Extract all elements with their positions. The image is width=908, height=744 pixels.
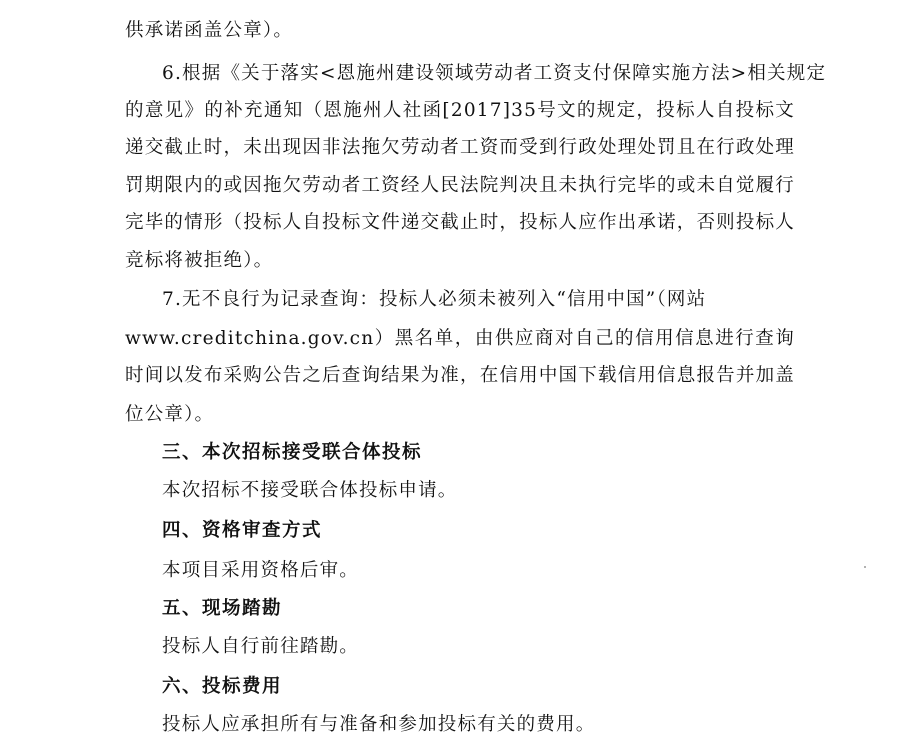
paragraph-line: 的意见》的补充通知（恩施州人社函[2017]35号文的规定，投标人自投标文 <box>125 100 795 121</box>
section-heading: 五、现场踏勘 <box>162 598 283 619</box>
paragraph-line: www.creditchina.gov.cn）黑名单，由供应商对自己的信用信息进行查询 <box>125 328 795 349</box>
paragraph-line: 位公章）。 <box>125 404 215 425</box>
paragraph-line: 时间以发布采购公告之后查询结果为准，在信用中国下载信用信息报告并加盖 <box>125 365 795 386</box>
section-body: 投标人应承担所有与准备和参加投标有关的费用。 <box>162 714 596 735</box>
paragraph-line: 竞标将被拒绝）。 <box>125 250 274 271</box>
section-heading: 六、投标费用 <box>162 676 283 697</box>
section-body: 本次招标不接受联合体投标申请。 <box>162 480 458 501</box>
section-body: 本项目采用资格后审。 <box>162 560 360 581</box>
paragraph-line: 罚期限内的或因拖欠劳动者工资经人民法院判决且未执行完毕的或未自觉履行 <box>125 175 795 196</box>
section-heading: 三、本次招标接受联合体投标 <box>162 442 423 463</box>
section-heading: 四、资格审查方式 <box>162 520 323 541</box>
paragraph-line: 递交截止时，未出现因非法拖欠劳动者工资而受到行政处理处罚且在行政处理 <box>125 137 795 158</box>
paragraph-line: 6.根据《关于落实<恩施州建设领域劳动者工资支付保障实施方法>相关规定 <box>162 63 827 84</box>
section-body: 投标人自行前往踏勘。 <box>162 636 360 657</box>
paragraph-line: 7.无不良行为记录查询：投标人必须未被列入“信用中国”（网站 <box>162 289 707 310</box>
paragraph-line: 完毕的情形（投标人自投标文件递交截止时，投标人应作出承诺，否则投标人 <box>125 212 795 233</box>
scan-speck <box>864 566 866 568</box>
paragraph-line: 供承诺函盖公章）。 <box>125 20 294 41</box>
